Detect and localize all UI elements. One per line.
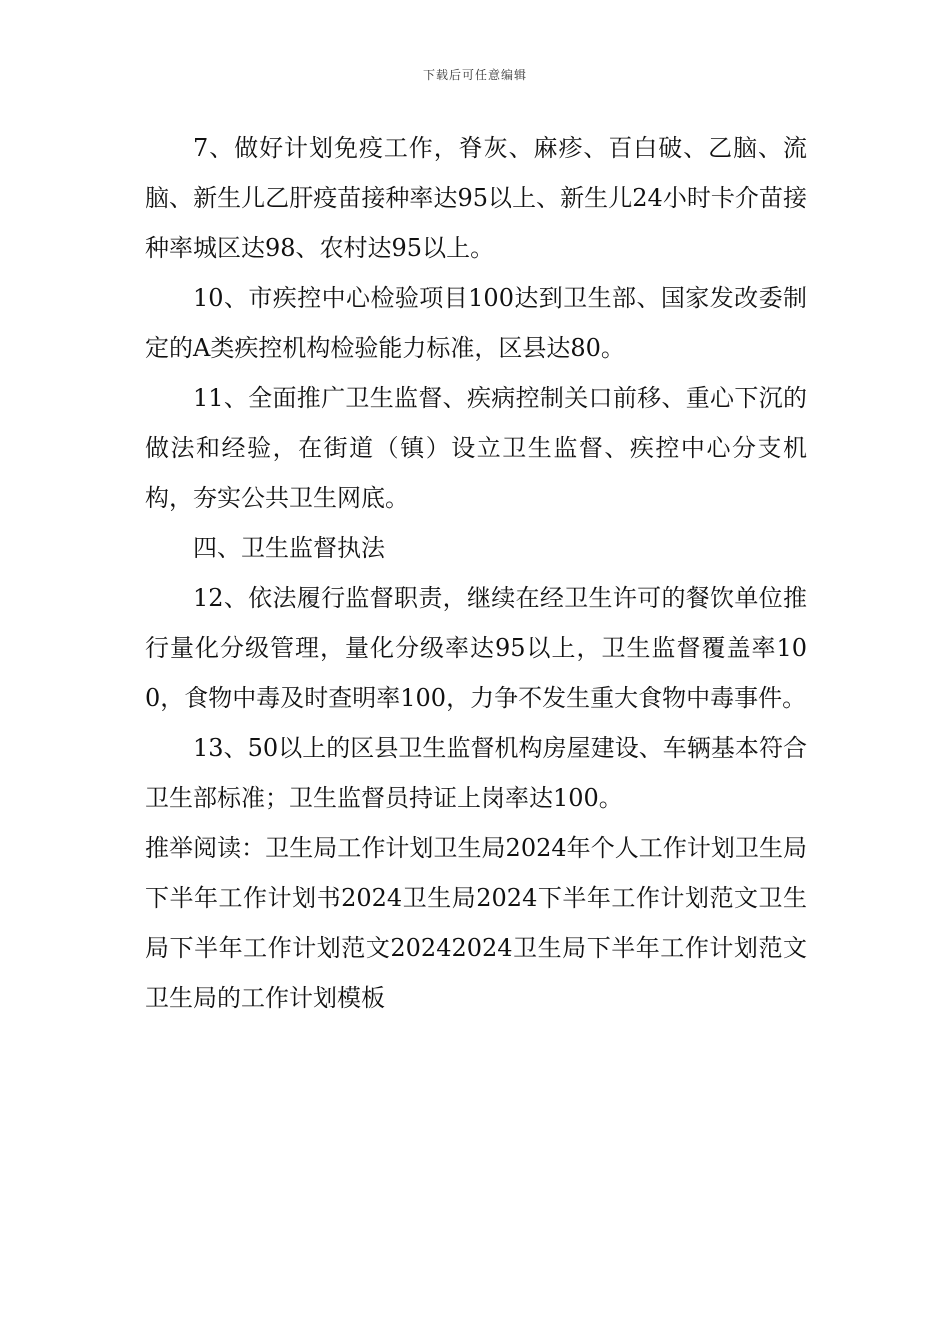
paragraph-cdc-testing: 10、市疾控中心检验项目100达到卫生部、国家发改委制定的A类疾控机构检验能力标准，区县达80。 <box>145 284 807 362</box>
recommended-reading: 推举阅读：卫生局工作计划卫生局2024年个人工作计划卫生局下半年工作计划书2024卫生局2024下半年工作计划范文卫生局下半年工作计划范文20242024卫生局下半年工作计划范文卫生局的工作计划模板 <box>145 834 807 1012</box>
paragraph-facility-standards: 13、50以上的区县卫生监督机构房屋建设、车辆基本符合卫生部标准；卫生监督员持证上岗率达100。 <box>145 734 807 812</box>
section-heading-supervision: 四、卫生监督执法 <box>193 534 385 562</box>
header-note: 下载后可任意编辑 <box>422 68 527 82</box>
document-body <box>145 123 807 1023</box>
paragraph-food-safety: 12、依法履行监督职责，继续在经卫生许可的餐饮单位推行量化分级管理，量化分级率达95以上，卫生监督覆盖率100，食物中毒及时查明率100，力争不发生重大食物中毒事件。 <box>145 584 807 712</box>
paragraph-supervision-network: 11、全面推广卫生监督、疾病控制关口前移、重心下沉的做法和经验，在街道（镇）设立卫生监督、疾控中心分支机构，夯实公共卫生网底。 <box>145 384 807 512</box>
paragraph-immunization: 7、做好计划免疫工作，脊灰、麻疹、百白破、乙脑、流脑、新生儿乙肝疫苗接种率达95以上、新生儿24小时卡介苗接种率城区达98、农村达95以上。 <box>145 134 807 262</box>
